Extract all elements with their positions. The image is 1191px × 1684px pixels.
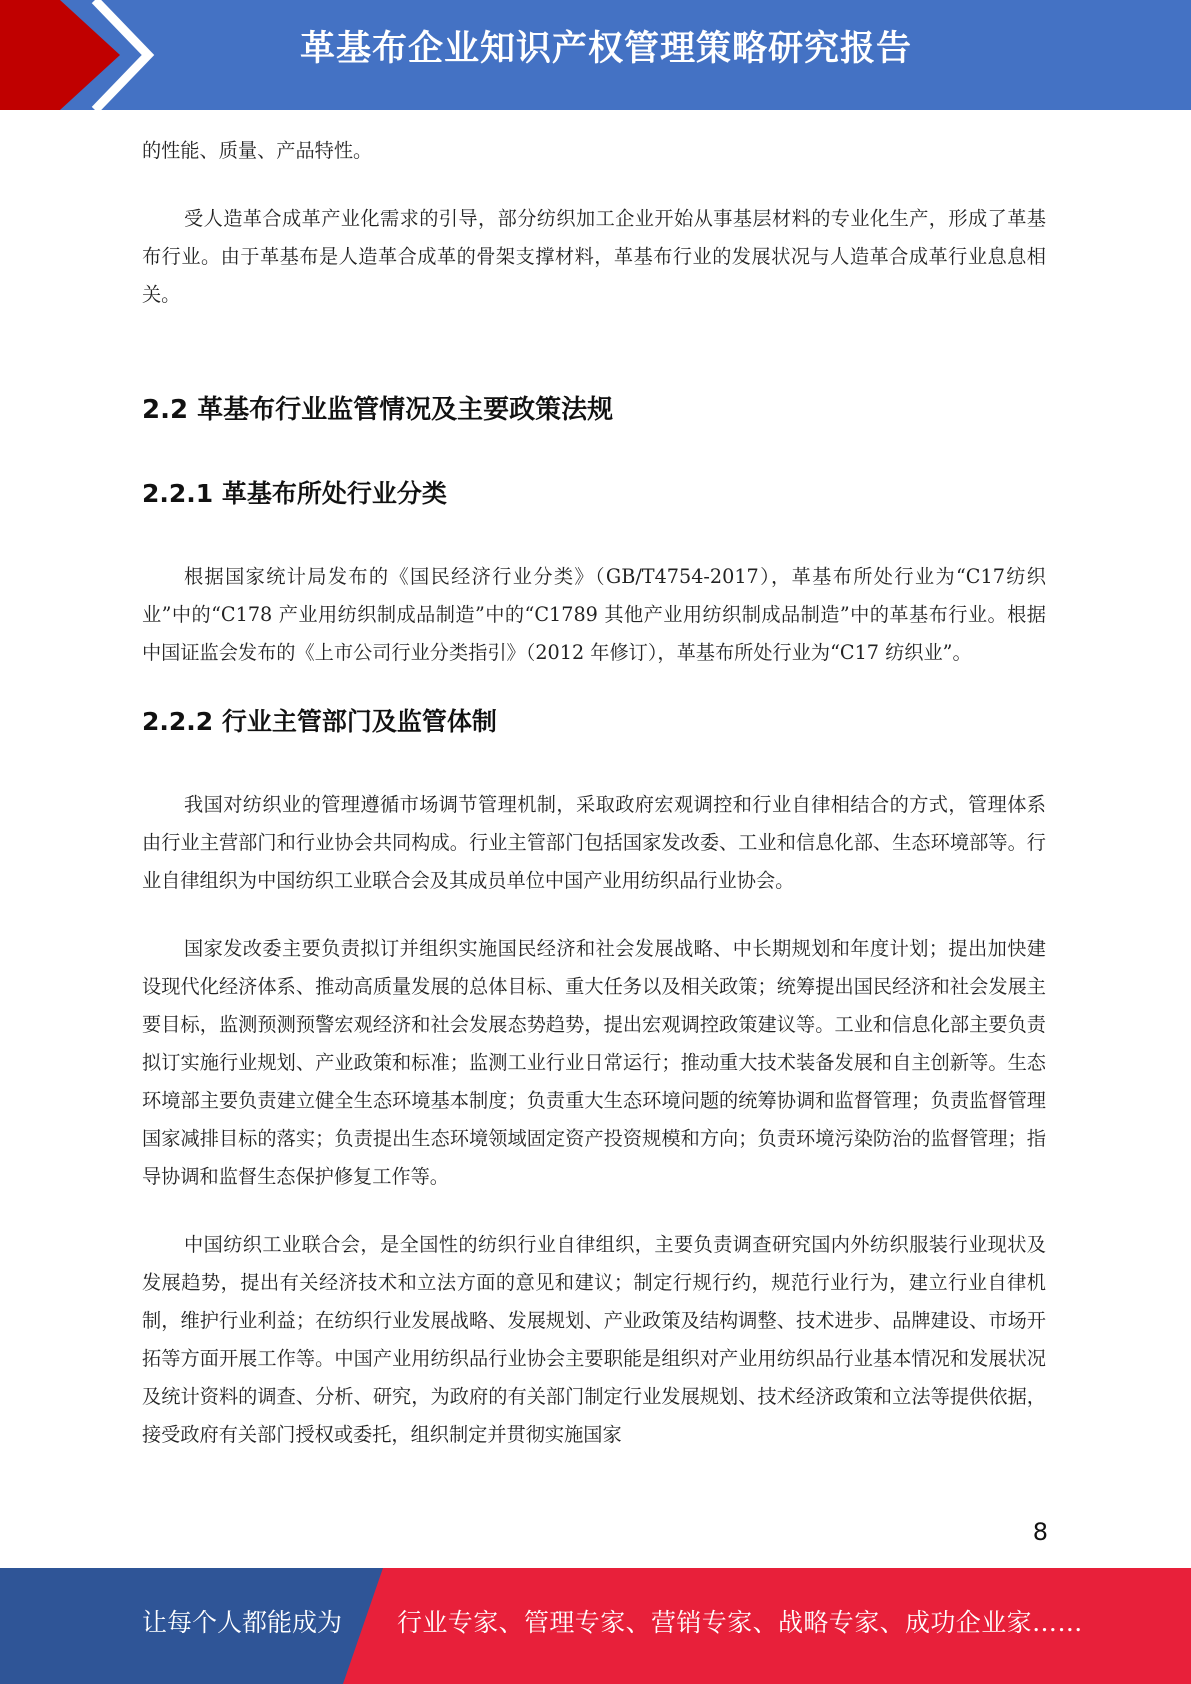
section-heading-2-2-2: 2.2.2 行业主管部门及监管体制 bbox=[142, 707, 497, 736]
footer-slogan-right: 行业专家、管理专家、营销专家、战略专家、成功企业家…… bbox=[397, 1608, 1083, 1637]
section-heading-2-2-1: 2.2.1 革基布所处行业分类 bbox=[142, 479, 447, 508]
document-body bbox=[142, 132, 1046, 1454]
paragraph-industry-formation: 受人造革合成革产业化需求的引导，部分纺织加工企业开始从事基层材料的专业化生产，形成了革基布行业。由于革基布是人造革合成革的骨架支撑材料，革基布行业的发展状况与人造革合成革行业息息相关。 bbox=[142, 207, 1046, 306]
page-header bbox=[0, 0, 1191, 110]
paragraph-government-departments: 国家发改委主要负责拟订并组织实施国民经济和社会发展战略、中长期规划和年度计划；提出加快建设现代化经济体系、推动高质量发展的总体目标、重大任务以及相关政策；统筹提出国民经济和社会发展主要目标，监测预测预警宏观经济和社会发展态势趋势，提出宏观调控政策建议等。工业和信息化部主要负责拟订实施行业规划、产业政策和标准；监测工业行业日常运行；推动重大技术装备发展和自主创新等。生态环境部主要负责建立健全生态环境基本制度；负责重大生态环境问题的统筹协调和监督管理；负责监督管理国家减排目标的落实；负责提出生态环境领域固定资产投资规模和方向；负责环境污染防治的监督管理；指导协调和监督生态保护修复工作等。 bbox=[142, 937, 1046, 1188]
paragraph-industry-associations: 中国纺织工业联合会，是全国性的纺织行业自律组织，主要负责调查研究国内外纺织服装行业现状及发展趋势，提出有关经济技术和立法方面的意见和建议；制定行规行约，规范行业行为，建立行业自律机制，维护行业利益；在纺织行业发展战略、发展规划、产业政策及结构调整、技术进步、品牌建设、市场开拓等方面开展工作等。中国产业用纺织品行业协会主要职能是组织对产业用纺织品行业基本情况和发展状况及统计资料的调查、分析、研究，为政府的有关部门制定行业发展规划、技术经济政策和立法等提供依据，接受政府有关部门授权或委托，组织制定并贯彻实施国家 bbox=[142, 1233, 1046, 1446]
paragraph-industry-classification: 根据国家统计局发布的《国民经济行业分类》（GB/T4754-2017），革基布所处行业为“C17纺织业”中的“C178 产业用纺织制成品制造”中的“C1789 其他产业用纺织制成品制造”中的革基布行业。根据中国证监会发布的《上市公司行业分类指引》（2012 年修订），革基布所处行业为“C17 纺织业”。 bbox=[142, 565, 1046, 664]
header-red-chevron bbox=[0, 0, 120, 110]
paragraph-management-system: 我国对纺织业的管理遵循市场调节管理机制，采取政府宏观调控和行业自律相结合的方式，管理体系由行业主营部门和行业协会共同构成。行业主管部门包括国家发改委、工业和信息化部、生态环境部等。行业自律组织为中国纺织工业联合会及其成员单位中国产业用纺织品行业协会。 bbox=[142, 793, 1046, 892]
header-title: 革基布企业知识产权管理策略研究报告 bbox=[300, 29, 913, 69]
page-number: 8 bbox=[1032, 1518, 1048, 1546]
footer-slogan-left: 让每个人都能成为 bbox=[142, 1608, 343, 1637]
paragraph-intro-end: 的性能、质量、产品特性。 bbox=[142, 139, 373, 162]
section-heading-2-2: 2.2 革基布行业监管情况及主要政策法规 bbox=[142, 395, 614, 425]
page-footer bbox=[0, 1568, 1191, 1684]
